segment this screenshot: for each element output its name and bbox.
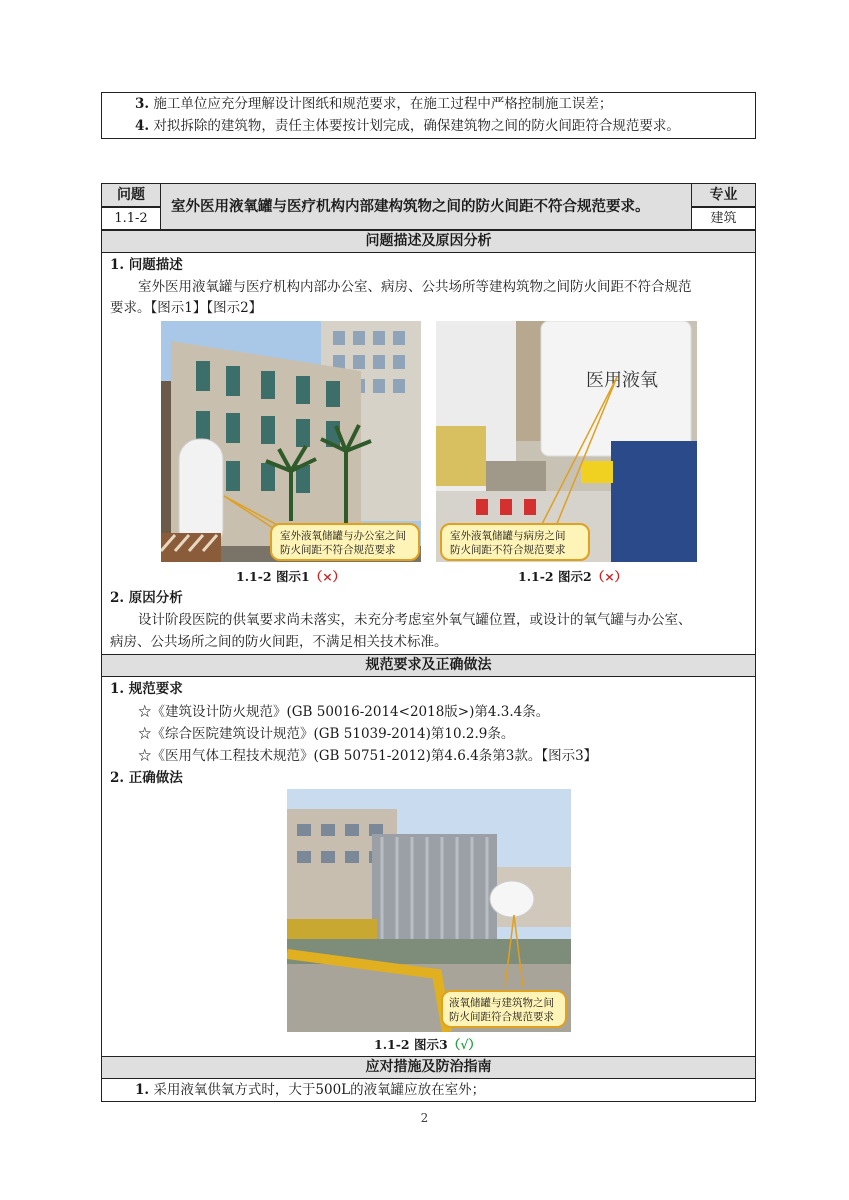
section-header-requirements: 规范要求及正确做法 — [101, 654, 756, 677]
figure-2-cross-mark: （×） — [591, 569, 628, 584]
cause-line-1: 设计阶段医院的供氧要求尚未落实，未充分考虑室外氧气罐位置，或设计的氧气罐与办公室、 — [138, 612, 692, 628]
section-header-analysis: 问题描述及原因分析 — [101, 230, 756, 253]
figure-3-check-mark: （√） — [447, 1037, 481, 1052]
figure-3-caption: 1.1-2 图示3（√） — [374, 1037, 481, 1052]
top-item-4: 4. 对拟拆除的建筑物，责任主体要按计划完成，确保建筑物之间的防火间距符合规范要求。 — [135, 118, 680, 134]
issue-label-cell: 问题 — [101, 183, 161, 207]
page-number: 2 — [420, 1111, 429, 1125]
req-item-1: ☆《建筑设计防火规范》(GB 50016-2014<2018版>)第4.3.4条。 — [138, 704, 550, 720]
figure-3-callout: 液氧储罐与建筑物之间 防火间距符合规范要求 — [441, 990, 567, 1028]
measure-item-1: 1. 采用液氧供氧方式时，大于500L的液氧罐应放在室外； — [135, 1082, 486, 1098]
req-item-3: ☆《医用气体工程技术规范》(GB 50751-2012)第4.6.4条第3款。【图示3】 — [138, 748, 598, 764]
specialty-value-cell: 建筑 — [691, 207, 756, 230]
specialty-label-cell: 专业 — [691, 183, 756, 207]
desc-line-1: 室外医用液氧罐与医疗机构内部办公室、病房、公共场所等建构筑物之间防火间距不符合规范 — [138, 279, 692, 295]
cause-line-2: 病房、公共场所之间的防火间距，不满足相关技术标准。 — [110, 634, 448, 650]
figure-1-caption: 1.1-2 图示1（×） — [236, 569, 346, 584]
desc-line-2: 要求。【图示1】【图示2】 — [110, 300, 263, 316]
req-title: 1. 规范要求 — [110, 681, 183, 697]
cause-title: 2. 原因分析 — [110, 590, 183, 606]
section-header-measures: 应对措施及防治指南 — [101, 1056, 756, 1079]
tank-label: 医用液氧 — [586, 370, 658, 391]
figure-2-callout: 室外液氧储罐与病房之间 防火间距不符合规范要求 — [440, 523, 590, 561]
figure-2-caption: 1.1-2 图示2（×） — [518, 569, 628, 584]
figure-1-callout: 室外液氧储罐与办公室之间 防火间距不符合规范要求 — [270, 523, 420, 561]
issue-code-cell: 1.1-2 — [101, 207, 161, 230]
correct-title: 2. 正确做法 — [110, 770, 183, 786]
desc-title: 1. 问题描述 — [110, 257, 183, 273]
req-item-2: ☆《综合医院建筑设计规范》(GB 51039-2014)第10.2.9条。 — [138, 726, 515, 742]
top-item-3: 3. 施工单位应充分理解设计图纸和规范要求，在施工过程中严格控制施工误差； — [135, 96, 613, 112]
issue-title-cell: 室外医用液氧罐与医疗机构内部建构筑物之间的防火间距不符合规范要求。 — [160, 183, 692, 230]
figure-1-cross-mark: （×） — [309, 569, 346, 584]
